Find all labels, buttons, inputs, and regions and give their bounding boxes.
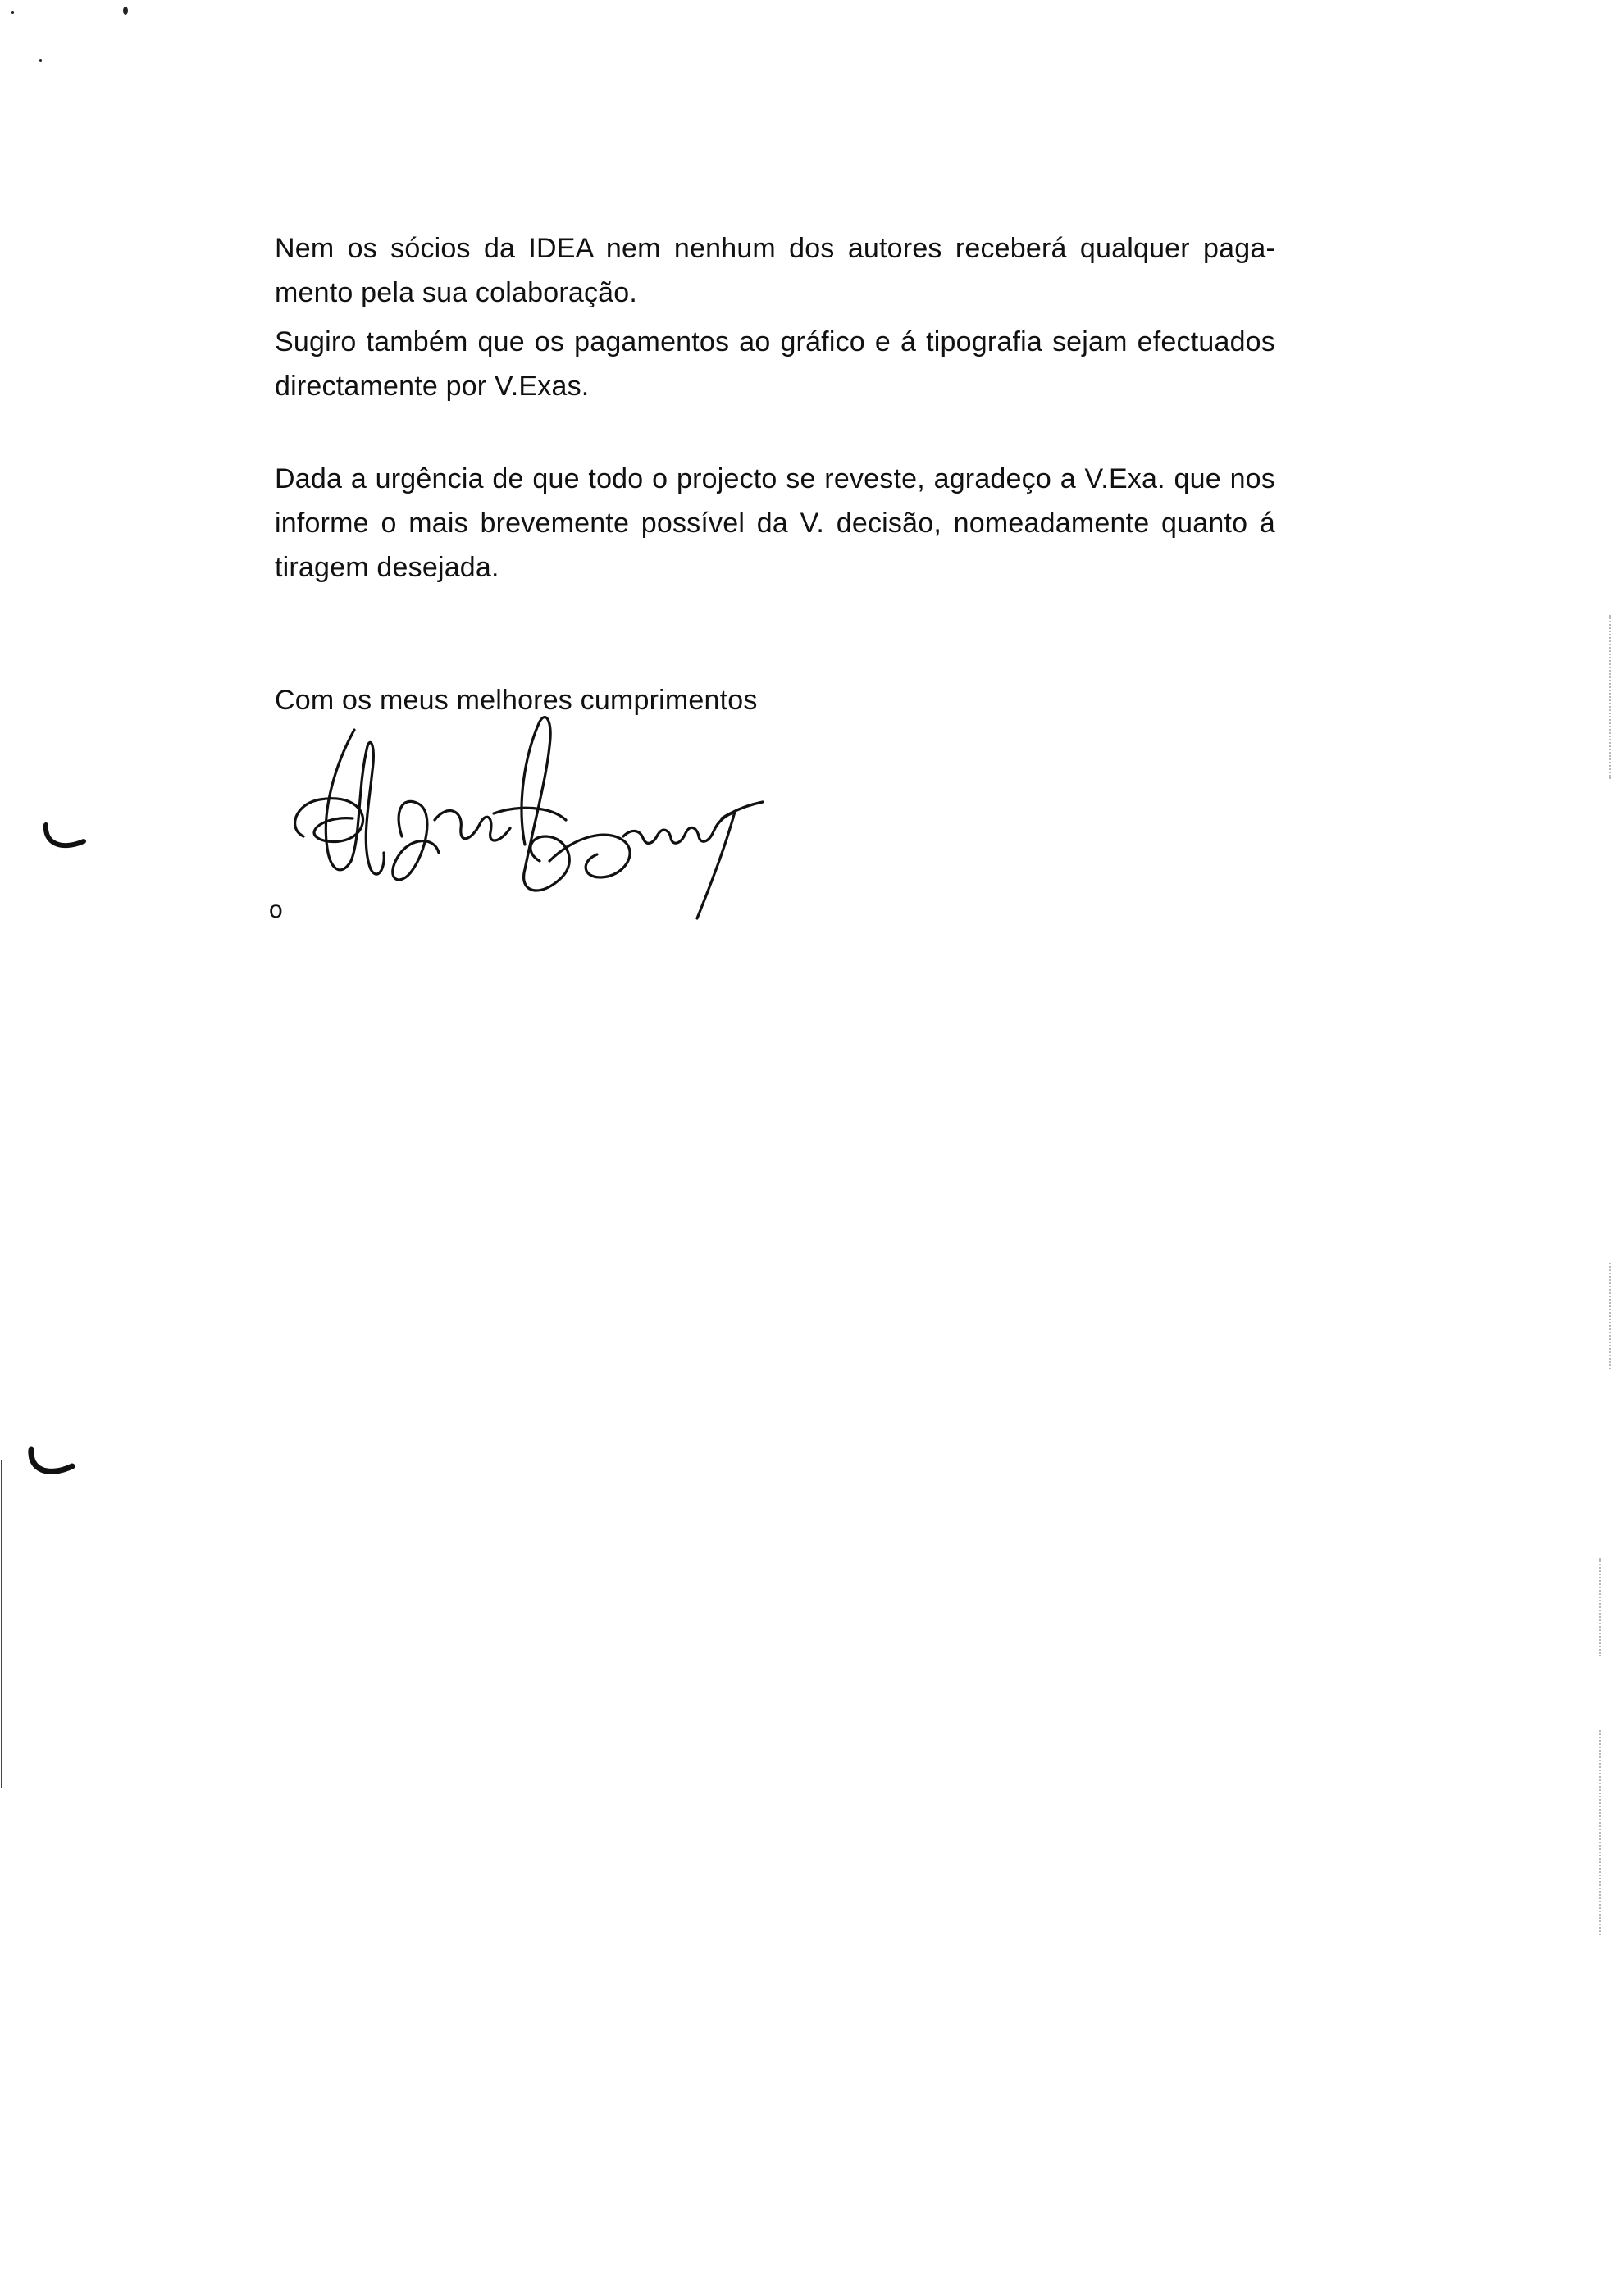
scan-edge-line: [1, 1460, 2, 1788]
scan-hook-mark: [25, 1445, 77, 1484]
letter-line-2: mento pela sua colaboração.: [275, 277, 638, 308]
letter-closing: Com os meus melhores cumprimentos: [275, 685, 758, 716]
scan-edge-dots: [1609, 1263, 1612, 1369]
handwritten-signature: [279, 713, 804, 927]
letter-line-6: informe o mais brevemente possível da V. decisão, nomeadamente quanto á: [275, 508, 1275, 539]
letter-line-5: Dada a urgência de que todo o projecto se reveste, agradeço a V.Exa. que nos: [275, 463, 1275, 494]
letter-line-7: tiragem desejada.: [275, 552, 499, 583]
letter-line-4: directamente por V.Exas.: [275, 371, 590, 402]
scan-speck: [123, 7, 128, 15]
scan-edge-dots: [1599, 1730, 1603, 1935]
scan-hook-mark: [39, 820, 89, 856]
scan-edge-dots: [1599, 1558, 1603, 1656]
scan-speck: [11, 11, 14, 14]
letter-line-1: Nem os sócios da IDEA nem nenhum dos autores receberá qualquer paga-: [275, 233, 1275, 264]
scan-speck: [39, 59, 42, 61]
letter-line-3: Sugiro também que os pagamentos ao gráfico e á tipografia sejam efectuados: [275, 326, 1275, 358]
small-o-mark: o: [269, 896, 283, 923]
scan-edge-dots: [1609, 615, 1612, 779]
